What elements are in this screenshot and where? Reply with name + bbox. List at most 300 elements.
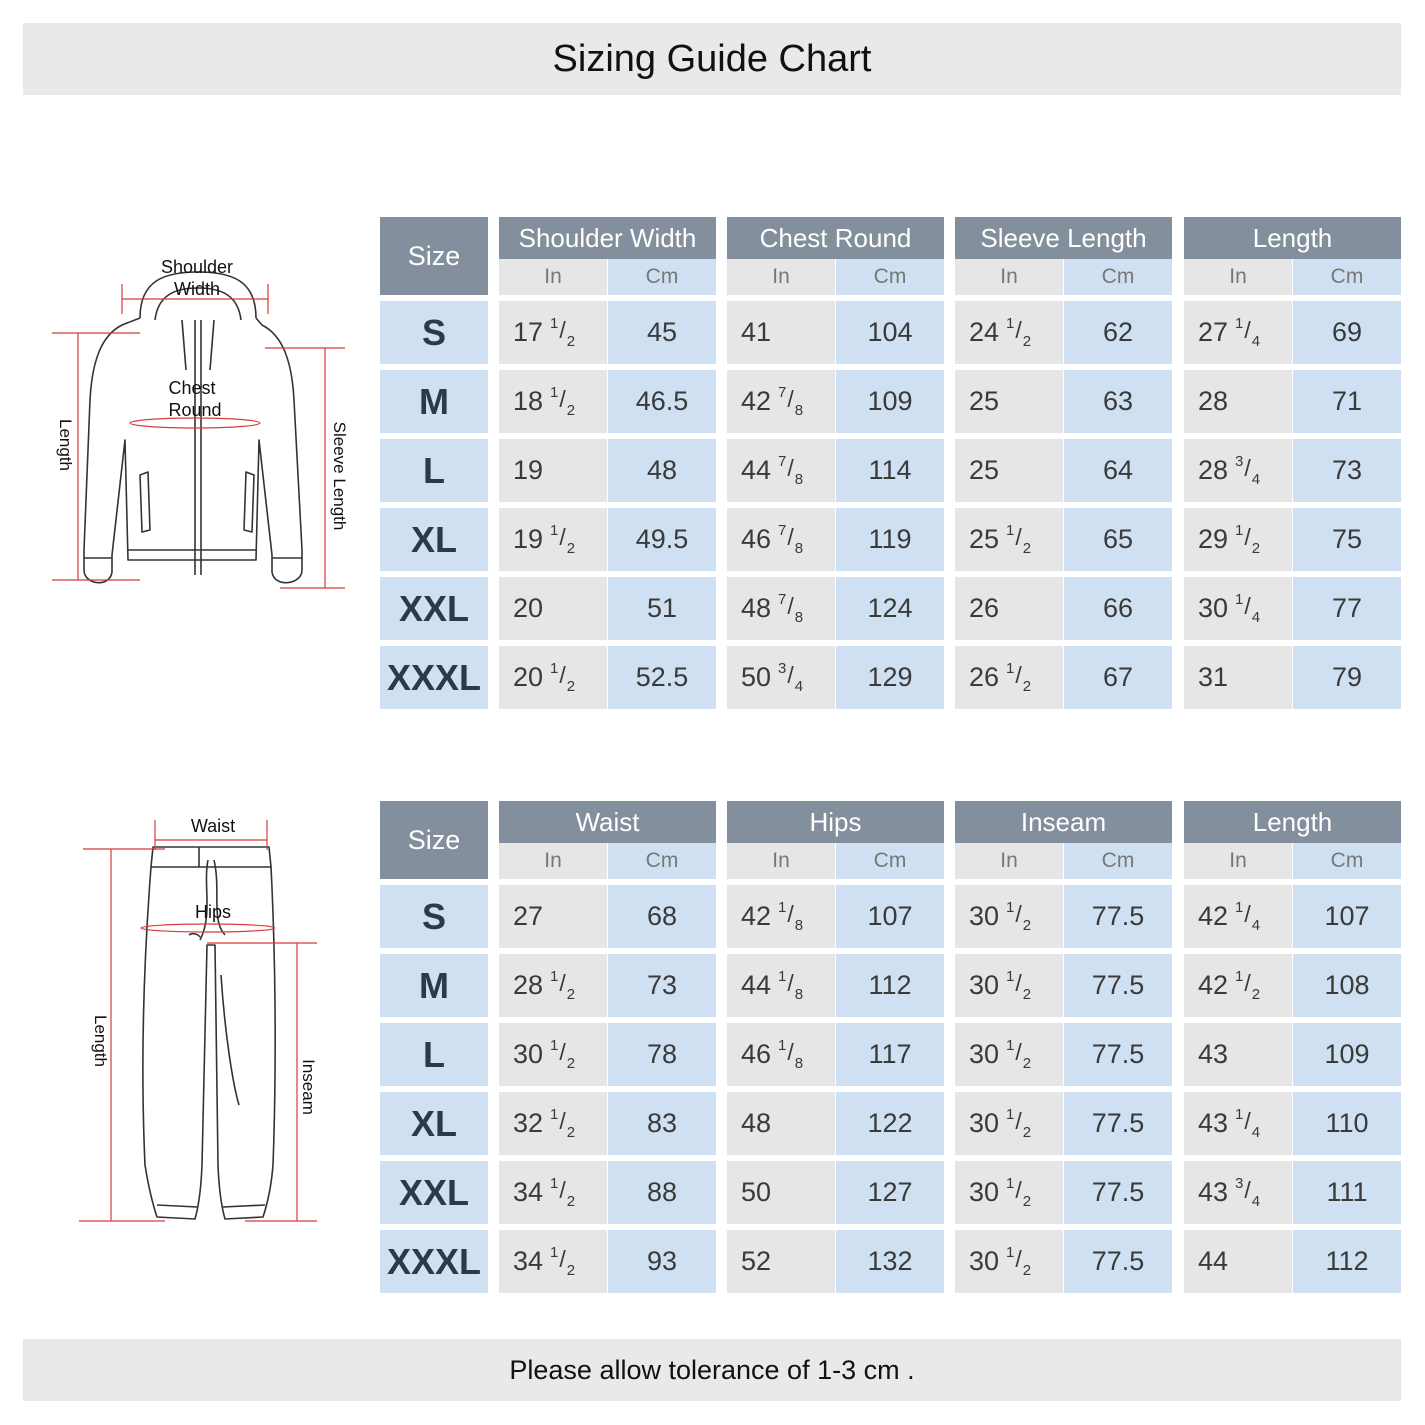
measurement-in <box>499 1230 607 1293</box>
hoodie-illustration <box>40 240 360 600</box>
measurement-in <box>499 301 607 364</box>
hoodie-label-sleeve: Sleeve Length <box>330 421 349 531</box>
whole-number: 46 <box>741 524 772 554</box>
whole-number: 30 <box>969 1039 1000 1069</box>
unit-label-cm: Cm <box>608 259 716 295</box>
fraction <box>1006 899 1032 934</box>
measurement-cm: 77.5 <box>1064 1161 1172 1224</box>
fraction-slash: / <box>787 901 794 927</box>
fraction-slash: / <box>559 386 566 412</box>
whole-number: 20 <box>513 593 544 623</box>
fraction-numerator: 7 <box>778 453 787 470</box>
fraction-slash: / <box>1015 1108 1022 1134</box>
fraction-denominator: 2 <box>1022 986 1032 1003</box>
column-group-header: Shoulder Width <box>499 217 716 259</box>
whole-number: 43 <box>1198 1108 1229 1138</box>
whole-number: 26 <box>969 662 1000 692</box>
measurement-cm: 48 <box>608 439 716 502</box>
unit-label-in: In <box>955 843 1063 879</box>
fraction-slash: / <box>559 317 566 343</box>
fraction <box>778 660 804 695</box>
fraction-slash: / <box>559 662 566 688</box>
fraction <box>1235 899 1261 934</box>
fraction <box>778 1037 804 1072</box>
fraction-numerator: 1 <box>550 1037 559 1054</box>
hoodie-size-table <box>380 217 1402 709</box>
fraction-denominator: 2 <box>566 402 576 419</box>
fraction-numerator: 1 <box>550 522 559 539</box>
fraction-denominator: 2 <box>566 333 576 350</box>
fraction <box>1006 968 1032 1003</box>
fraction-numerator: 1 <box>550 968 559 985</box>
measurement-cm: 112 <box>836 954 944 1017</box>
measurement-in <box>955 954 1063 1017</box>
measurement-in <box>1184 508 1292 571</box>
fraction-numerator: 1 <box>1235 1106 1244 1123</box>
fraction <box>1235 522 1261 557</box>
whole-number: 25 <box>969 386 1000 416</box>
fraction-numerator: 1 <box>1235 315 1244 332</box>
whole-number: 43 <box>1198 1177 1229 1207</box>
pants-label-hips: Hips <box>194 902 232 922</box>
fraction-numerator: 1 <box>1235 968 1244 985</box>
measurement-in <box>955 577 1063 640</box>
measurement-in <box>727 1161 835 1224</box>
hoodie-diagram <box>40 240 360 600</box>
measurement-cm: 66 <box>1064 577 1172 640</box>
measurement-cm: 75 <box>1293 508 1401 571</box>
fraction-denominator: 4 <box>1251 471 1261 488</box>
fraction-numerator: 1 <box>1235 591 1244 608</box>
unit-label-cm: Cm <box>1064 259 1172 295</box>
fraction-slash: / <box>1015 524 1022 550</box>
fraction <box>1006 315 1032 350</box>
measurement-in <box>1184 646 1292 709</box>
measurement-cm: 122 <box>836 1092 944 1155</box>
measurement-in <box>727 439 835 502</box>
whole-number: 20 <box>513 662 544 692</box>
pants-diagram <box>75 805 335 1235</box>
fraction-slash: / <box>559 1039 566 1065</box>
whole-number: 27 <box>513 901 544 931</box>
fraction-denominator: 8 <box>794 917 804 934</box>
whole-number: 42 <box>741 901 772 931</box>
fraction <box>550 384 576 419</box>
fraction <box>550 660 576 695</box>
fraction-denominator: 4 <box>1251 609 1261 626</box>
measurement-cm: 45 <box>608 301 716 364</box>
fraction-numerator: 1 <box>1006 660 1015 677</box>
fraction <box>550 1106 576 1141</box>
fraction-numerator: 1 <box>1235 899 1244 916</box>
measurement-in <box>499 370 607 433</box>
measurement-cm: 114 <box>836 439 944 502</box>
pants-illustration <box>75 805 335 1235</box>
whole-number: 19 <box>513 524 544 554</box>
size-label: L <box>380 1023 488 1086</box>
measurement-cm: 109 <box>836 370 944 433</box>
pants-label-inseam: Inseam <box>299 1059 318 1115</box>
whole-number: 19 <box>513 455 544 485</box>
size-label: XXL <box>380 1161 488 1224</box>
size-label: XL <box>380 508 488 571</box>
whole-number: 28 <box>1198 455 1229 485</box>
whole-number: 44 <box>741 970 772 1000</box>
size-column-header: Size <box>380 217 488 295</box>
measurement-in <box>955 1230 1063 1293</box>
fraction-denominator: 4 <box>794 678 804 695</box>
fraction <box>1235 315 1261 350</box>
measurement-cm: 77.5 <box>1064 1092 1172 1155</box>
measurement-cm: 110 <box>1293 1092 1401 1155</box>
fraction <box>1006 660 1032 695</box>
fraction-slash: / <box>1015 662 1022 688</box>
fraction-slash: / <box>787 662 794 688</box>
measurement-cm: 63 <box>1064 370 1172 433</box>
whole-number: 44 <box>1198 1246 1229 1276</box>
measurement-in <box>955 439 1063 502</box>
whole-number: 34 <box>513 1246 544 1276</box>
measurement-cm: 104 <box>836 301 944 364</box>
fraction-denominator: 4 <box>1251 917 1261 934</box>
fraction-denominator: 2 <box>566 1055 576 1072</box>
measurement-cm: 107 <box>1293 885 1401 948</box>
fraction-denominator: 8 <box>794 471 804 488</box>
fraction-slash: / <box>1015 970 1022 996</box>
measurement-in <box>1184 1230 1292 1293</box>
fraction <box>550 522 576 557</box>
measurement-in <box>499 1023 607 1086</box>
fraction-denominator: 8 <box>794 540 804 557</box>
unit-label-cm: Cm <box>1064 843 1172 879</box>
measurement-in <box>955 1161 1063 1224</box>
measurement-in <box>499 508 607 571</box>
size-label: XXXL <box>380 646 488 709</box>
fraction-slash: / <box>559 1246 566 1272</box>
whole-number: 25 <box>969 455 1000 485</box>
unit-label-in: In <box>955 259 1063 295</box>
fraction-denominator: 2 <box>1022 678 1032 695</box>
whole-number: 28 <box>1198 386 1229 416</box>
fraction-denominator: 2 <box>566 986 576 1003</box>
measurement-in <box>499 646 607 709</box>
fraction-slash: / <box>1244 317 1251 343</box>
whole-number: 48 <box>741 593 772 623</box>
measurement-cm: 77.5 <box>1064 885 1172 948</box>
fraction-numerator: 3 <box>778 660 787 677</box>
fraction-numerator: 1 <box>550 315 559 332</box>
measurement-cm: 78 <box>608 1023 716 1086</box>
measurement-cm: 49.5 <box>608 508 716 571</box>
size-label: L <box>380 439 488 502</box>
measurement-cm: 77.5 <box>1064 1230 1172 1293</box>
fraction <box>550 315 576 350</box>
measurement-in <box>727 646 835 709</box>
unit-label-in: In <box>1184 259 1292 295</box>
measurement-in <box>1184 885 1292 948</box>
hoodie-label-shoulder-line2: Width <box>173 279 221 299</box>
whole-number: 52 <box>741 1246 772 1276</box>
title-banner <box>23 23 1401 95</box>
measurement-in <box>955 885 1063 948</box>
fraction <box>778 968 804 1003</box>
fraction-numerator: 1 <box>1006 315 1015 332</box>
fraction <box>778 522 804 557</box>
fraction <box>1006 1106 1032 1141</box>
fraction-slash: / <box>787 455 794 481</box>
fraction-slash: / <box>1015 901 1022 927</box>
fraction-numerator: 1 <box>550 660 559 677</box>
measurement-in <box>727 577 835 640</box>
measurement-cm: 77 <box>1293 577 1401 640</box>
unit-label-cm: Cm <box>836 259 944 295</box>
unit-label-in: In <box>1184 843 1292 879</box>
fraction-slash: / <box>787 593 794 619</box>
unit-label-in: In <box>499 259 607 295</box>
fraction-denominator: 2 <box>1022 333 1032 350</box>
fraction-denominator: 2 <box>1022 1262 1032 1279</box>
measurement-in <box>1184 301 1292 364</box>
measurement-cm: 73 <box>608 954 716 1017</box>
measurement-cm: 52.5 <box>608 646 716 709</box>
measurement-in <box>499 885 607 948</box>
measurement-cm: 88 <box>608 1161 716 1224</box>
column-group-header: Sleeve Length <box>955 217 1172 259</box>
fraction-numerator: 1 <box>1006 899 1015 916</box>
column-group-header: Waist <box>499 801 716 843</box>
fraction-denominator: 2 <box>566 678 576 695</box>
whole-number: 42 <box>741 386 772 416</box>
fraction-denominator: 2 <box>1022 1055 1032 1072</box>
fraction-numerator: 1 <box>550 384 559 401</box>
measurement-cm: 65 <box>1064 508 1172 571</box>
measurement-in <box>727 370 835 433</box>
fraction-slash: / <box>1015 1039 1022 1065</box>
unit-label-in: In <box>727 843 835 879</box>
whole-number: 30 <box>969 1108 1000 1138</box>
whole-number: 48 <box>741 1108 772 1138</box>
fraction-numerator: 1 <box>550 1244 559 1261</box>
fraction <box>1235 591 1261 626</box>
fraction-denominator: 2 <box>566 540 576 557</box>
hoodie-label-length: Length <box>56 419 75 471</box>
fraction <box>550 1244 576 1279</box>
whole-number: 18 <box>513 386 544 416</box>
measurement-cm: 79 <box>1293 646 1401 709</box>
fraction-numerator: 1 <box>1006 968 1015 985</box>
fraction <box>550 1037 576 1072</box>
measurement-in <box>499 954 607 1017</box>
fraction-denominator: 8 <box>794 402 804 419</box>
pants-label-length: Length <box>91 1015 110 1067</box>
page-title: Sizing Guide Chart <box>552 37 872 80</box>
whole-number: 34 <box>513 1177 544 1207</box>
fraction-denominator: 4 <box>1251 1124 1261 1141</box>
size-label: M <box>380 370 488 433</box>
fraction <box>1235 968 1261 1003</box>
measurement-in <box>1184 370 1292 433</box>
hoodie-label-shoulder-line1: Shoulder <box>160 257 234 277</box>
whole-number: 27 <box>1198 317 1229 347</box>
fraction-numerator: 7 <box>778 522 787 539</box>
measurement-in <box>727 508 835 571</box>
column-group-header: Length <box>1184 217 1401 259</box>
whole-number: 30 <box>969 1177 1000 1207</box>
whole-number: 43 <box>1198 1039 1229 1069</box>
measurement-cm: 132 <box>836 1230 944 1293</box>
whole-number: 29 <box>1198 524 1229 554</box>
measurement-cm: 108 <box>1293 954 1401 1017</box>
footer-note: Please allow tolerance of 1-3 cm . <box>509 1354 915 1385</box>
fraction-slash: / <box>1244 970 1251 996</box>
fraction-slash: / <box>1244 1177 1251 1203</box>
fraction <box>1235 1175 1261 1210</box>
whole-number: 30 <box>969 1246 1000 1276</box>
fraction-denominator: 2 <box>1022 917 1032 934</box>
fraction <box>1235 453 1261 488</box>
fraction-slash: / <box>1244 1108 1251 1134</box>
fraction-denominator: 2 <box>566 1124 576 1141</box>
unit-label-in: In <box>499 843 607 879</box>
fraction <box>1006 1037 1032 1072</box>
measurement-cm: 112 <box>1293 1230 1401 1293</box>
size-label: XL <box>380 1092 488 1155</box>
whole-number: 50 <box>741 662 772 692</box>
measurement-in <box>955 370 1063 433</box>
measurement-cm: 46.5 <box>608 370 716 433</box>
whole-number: 42 <box>1198 901 1229 931</box>
fraction-slash: / <box>787 970 794 996</box>
measurement-cm: 67 <box>1064 646 1172 709</box>
pants-size-table <box>380 801 1402 1293</box>
measurement-in <box>955 646 1063 709</box>
fraction-numerator: 7 <box>778 384 787 401</box>
whole-number: 25 <box>969 524 1000 554</box>
measurement-cm: 77.5 <box>1064 954 1172 1017</box>
whole-number: 42 <box>1198 970 1229 1000</box>
column-group-header: Inseam <box>955 801 1172 843</box>
size-label: XXL <box>380 577 488 640</box>
fraction-slash: / <box>1015 1177 1022 1203</box>
measurement-cm: 64 <box>1064 439 1172 502</box>
fraction-slash: / <box>787 386 794 412</box>
fraction-numerator: 1 <box>1006 1175 1015 1192</box>
measurement-cm: 107 <box>836 885 944 948</box>
fraction-numerator: 3 <box>1235 1175 1244 1192</box>
measurement-cm: 68 <box>608 885 716 948</box>
unit-label-cm: Cm <box>608 843 716 879</box>
measurement-cm: 83 <box>608 1092 716 1155</box>
pants-label-waist: Waist <box>190 816 236 836</box>
fraction-slash: / <box>1244 455 1251 481</box>
hoodie-label-chest-line2: Round <box>168 400 222 420</box>
measurement-in <box>1184 1161 1292 1224</box>
measurement-cm: 111 <box>1293 1161 1401 1224</box>
measurement-cm: 129 <box>836 646 944 709</box>
fraction-numerator: 1 <box>1006 1106 1015 1123</box>
whole-number: 17 <box>513 317 544 347</box>
measurement-cm: 71 <box>1293 370 1401 433</box>
whole-number: 30 <box>969 970 1000 1000</box>
measurement-in <box>727 1092 835 1155</box>
fraction-numerator: 1 <box>1235 522 1244 539</box>
fraction <box>778 591 804 626</box>
measurement-cm: 117 <box>836 1023 944 1086</box>
fraction-numerator: 1 <box>778 968 787 985</box>
measurement-in <box>727 301 835 364</box>
column-group-header: Length <box>1184 801 1401 843</box>
size-label: S <box>380 885 488 948</box>
fraction-denominator: 2 <box>566 1193 576 1210</box>
fraction-slash: / <box>559 970 566 996</box>
fraction-slash: / <box>559 1108 566 1134</box>
fraction <box>778 384 804 419</box>
measurement-in <box>727 1230 835 1293</box>
fraction-denominator: 2 <box>1022 1193 1032 1210</box>
fraction-slash: / <box>787 1039 794 1065</box>
whole-number: 26 <box>969 593 1000 623</box>
fraction-denominator: 2 <box>566 1262 576 1279</box>
fraction-denominator: 8 <box>794 609 804 626</box>
fraction-numerator: 1 <box>778 1037 787 1054</box>
measurement-cm: 77.5 <box>1064 1023 1172 1086</box>
measurement-in <box>1184 954 1292 1017</box>
measurement-in <box>955 1092 1063 1155</box>
size-column-header: Size <box>380 801 488 879</box>
measurement-in <box>955 1023 1063 1086</box>
fraction-slash: / <box>1244 593 1251 619</box>
column-group-header: Chest Round <box>727 217 944 259</box>
fraction-denominator: 2 <box>1022 540 1032 557</box>
fraction <box>778 453 804 488</box>
size-label: S <box>380 301 488 364</box>
whole-number: 30 <box>969 901 1000 931</box>
fraction-slash: / <box>1015 317 1022 343</box>
fraction-slash: / <box>559 1177 566 1203</box>
fraction-denominator: 2 <box>1251 986 1261 1003</box>
fraction-numerator: 1 <box>550 1106 559 1123</box>
whole-number: 44 <box>741 455 772 485</box>
whole-number: 30 <box>1198 593 1229 623</box>
fraction-denominator: 8 <box>794 986 804 1003</box>
footer-banner <box>23 1339 1401 1401</box>
fraction-numerator: 1 <box>550 1175 559 1192</box>
measurement-cm: 127 <box>836 1161 944 1224</box>
hoodie-label-chest-line1: Chest <box>168 378 216 398</box>
measurement-cm: 119 <box>836 508 944 571</box>
fraction <box>550 1175 576 1210</box>
measurement-cm: 109 <box>1293 1023 1401 1086</box>
measurement-in <box>727 1023 835 1086</box>
fraction <box>778 899 804 934</box>
fraction-numerator: 1 <box>778 899 787 916</box>
measurement-in <box>955 508 1063 571</box>
unit-label-cm: Cm <box>836 843 944 879</box>
measurement-cm: 69 <box>1293 301 1401 364</box>
fraction-numerator: 7 <box>778 591 787 608</box>
measurement-in <box>499 1092 607 1155</box>
whole-number: 41 <box>741 317 772 347</box>
whole-number: 28 <box>513 970 544 1000</box>
size-label: M <box>380 954 488 1017</box>
measurement-cm: 51 <box>608 577 716 640</box>
fraction-numerator: 1 <box>1006 1037 1015 1054</box>
size-label: XXXL <box>380 1230 488 1293</box>
whole-number: 31 <box>1198 662 1229 692</box>
measurement-in <box>499 577 607 640</box>
fraction-slash: / <box>1244 901 1251 927</box>
fraction <box>1006 1175 1032 1210</box>
